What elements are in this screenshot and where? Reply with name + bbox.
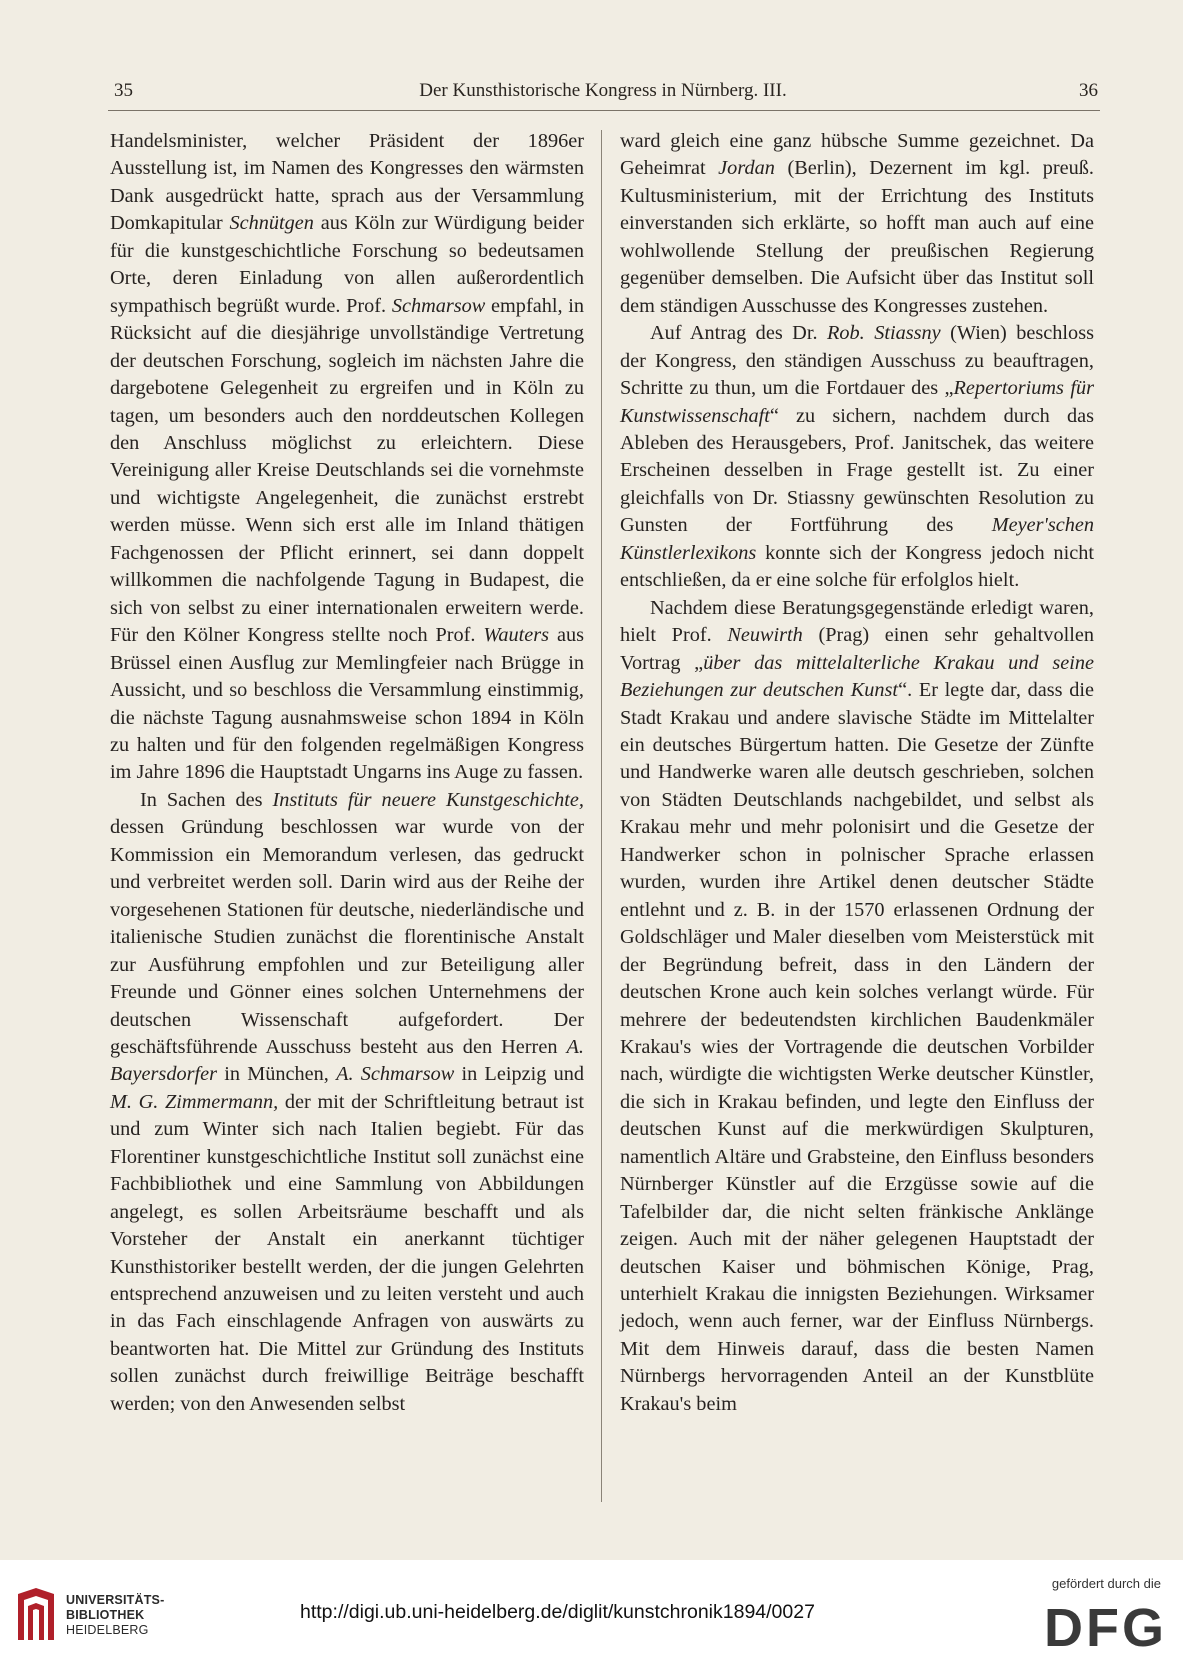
dfg-logo-text: DFG	[1044, 1598, 1167, 1653]
text-run: (Prag) einen sehr gehaltvollen Vortrag „	[620, 624, 1094, 674]
viewer-footer	[0, 1560, 1183, 1661]
permalink-url[interactable]: http://digi.ub.uni-heidelberg.de/diglit/kunstchronik1894/0027	[300, 1601, 815, 1623]
header-rule	[108, 110, 1100, 111]
column-divider	[601, 130, 602, 1502]
italic-text: A. Schmarsow	[336, 1063, 455, 1086]
italic-text: A. Bayersdorfer	[110, 1035, 584, 1086]
funded-by-label: gefördert durch die	[1051, 1576, 1161, 1591]
text-run: dessen Gründung beschlossen war wurde von der Kommission ein Memorandum verlesen, das gedruckt und verbreitet werden soll. Darin wird aus der Reihe der vorgesehenen Stationen für deutsche, niederländische und italienische Studien zunächst die florentinische Anstalt zur Ausführung empfohlen und zur Beteiligung aller Freunde und Gönner eines solchen Unternehmens der deutschen Wissenschaft aufgefordert. Der geschäftsführende Ausschuss besteht aus den Herren	[110, 816, 584, 1058]
italic-text: Schnütgen	[229, 212, 314, 235]
page-number-left: 35	[114, 80, 133, 101]
italic-text: M. G. Zimmermann,	[110, 1090, 279, 1113]
paragraph	[620, 128, 1094, 320]
paragraph	[620, 595, 1094, 1419]
italic-text: Instituts für neuere Kunstgeschichte,	[272, 788, 584, 811]
text-run: aus Köln zur Würdigung beider für die kunstgeschichtliche Forschung so bedeutsamen Orte, deren Einladung von allen außerordentlich sympathisch begrüßt wurde. Prof.	[110, 212, 585, 317]
running-title: Der Kunsthistorische Kongress in Nürnberg. III.	[419, 80, 787, 101]
text-run: in Leipzig und	[454, 1063, 584, 1086]
italic-text: Meyer'schen Künstlerlexikons	[620, 514, 1094, 564]
italic-text: Schmarsow	[391, 294, 486, 317]
text-run: Auf Antrag des Dr.	[650, 322, 827, 345]
text-run: ward gleich eine ganz hübsche Summe gezeichnet. Da Geheimrat	[620, 130, 1094, 180]
text-run: empfahl, in Rücksicht auf die diesjährige unvollständige Vertretung der deutschen Forschung, sogleich im nächsten Jahre die dargebotene Gelegenheit zu ergreifen und in Köln zu tagen, um besonders auch den norddeutschen Kollegen den Anschluss möglichst zu erleichtern. Diese Vereinigung aller Kreise Deutschlands sei die vornehmste und wichtigste Angelegenheit, die zunächst erstrebt werden müsse. Wenn sich erst alle im Inland thätigen Fachgenossen der Pflicht erinnert, sei dann doppelt willkommen die nachfolgende Tagung in Budapest, die sich von selbst zu einer internationalen erweitern werde. Für den Kölner Kongress stellte noch Prof.	[110, 294, 584, 647]
text-run: “. Er legte dar, dass die Stadt Krakau und andere slavische Städte im Mittelalter ein deutsches Bürgertum hatten. Die Gesetze der Zünfte und Handwerke waren alle deutsch geschrieben, solchen von Städten Deutschlands nachgebildet, und selbst als Krakau mehr und mehr polonisirt und die Gesetze der Handwerker schon in polnischer Sprache erlassen wurden, wurden ihre Artikel denen deutscher Städte entlehnt und z. B. in der 1570 erlassenen Ordnung der Goldschläger und Maler dieselben vom Meisterstück mit der Begründung befreit, dass in den Ländern der deutschen Krone auch kein solches verlangt würde. Für mehrere der bedeutendsten kirchlichen Baudenkmäler Krakau's wies der Vortragende die deutschen Vorbilder nach, würdigte die wichtigsten Werke deutscher Künstler, die sich in Krakau befinden, und legte den Einfluss der deutschen Kunst auf die merkwürdigen Skulpturen, namentlich Altäre und Grabsteine, den Einfluss besonders Nürnberger Künstler auf die Erzgüsse sowie auf die Tafelbilder dar, die nicht selten fränkische Anklänge zeigen. Auch mit der näher gelegenen Hauptstadt der deutschen Kaiser und böhmischen Könige, Prag, unterhielt Krakau die innigsten Beziehungen. Wirksamer jedoch, wenn auch ferner, war der Einfluss Nürnbergs. Mit dem Hinweis darauf, dass die besten Namen Nürnbergs hervorragenden Anteil an der Kunstblüte Krakau's beim	[620, 679, 1094, 1415]
italic-text: Repertoriums für Kunstwissenschaft	[620, 377, 1094, 427]
dfg-logo[interactable]	[1040, 1598, 1168, 1653]
text-run: konnte sich der Kongress jedoch nicht entschließen, da er eine solche für erfolglos hielt.	[620, 541, 1094, 592]
text-run: aus Brüssel einen Ausflug zur Memlingfeier nach Brügge in Aussicht, und so beschloss die Versammlung einstimmig, die nächste Tagung ausnahmsweise schon 1894 in Köln zu halten und für den folgenden regelmäßigen Kongress im Jahre 1896 die Hauptstadt Ungarns ins Auge zu fassen.	[110, 624, 584, 784]
text-run: “ zu sichern, nachdem durch das Ableben des Herausgebers, Prof. Janitschek, das weitere Erscheinen desselben in Frage gestellt ist. Zu einer gleichfalls von Dr. Stiassny gewünschten Resolution zu Gunsten der Fortführung des	[620, 404, 1094, 537]
page-number-right: 36	[1079, 80, 1098, 101]
paragraph	[620, 320, 1094, 595]
text-run: (Wien) beschloss der Kongress, den ständigen Ausschuss zu beauftragen, Schritte zu thun, um die Fortdauer des „	[620, 322, 1094, 400]
italic-text: Jordan	[718, 157, 775, 180]
university-seal-icon	[14, 1586, 58, 1644]
text-run: Handelsminister, welcher Präsident der 1896er Ausstellung ist, im Namen des Kongresses den wärmsten Dank ausgedrückt hatte, sprach aus der Versammlung Domkapitular	[110, 130, 584, 235]
text-run: In Sachen des	[140, 788, 273, 811]
right-column	[620, 128, 1094, 1418]
text-run: (Berlin), Dezernent im kgl. preuß. Kultusministerium, mit der Errichtung des Instituts einverstanden sich erklärte, so hofft man auch auf eine wohlwollende Stellung der preußischen Regierung gegenüber demselben. Die Aufsicht über das Institut soll dem ständigen Ausschusse des Kongresses zustehen.	[620, 157, 1094, 317]
paragraph	[110, 128, 584, 787]
text-run: Nachdem diese Beratungsgegenstände erledigt waren, hielt Prof.	[620, 596, 1094, 647]
paragraph	[110, 787, 584, 1418]
italic-text: über das mittelalterliche Krakau und seine Beziehungen zur deutschen Kunst	[620, 651, 1094, 702]
italic-text: Wauters	[483, 624, 550, 647]
italic-text: Neuwirth	[727, 624, 803, 647]
text-run: in München,	[217, 1063, 337, 1086]
running-header	[108, 80, 1098, 108]
library-name[interactable]: UNIVERSITÄTS- BIBLIOTHEK HEIDELBERG	[66, 1593, 165, 1637]
left-column	[110, 128, 584, 1418]
italic-text: Rob. Stiassny	[827, 322, 941, 345]
text-run: der mit der Schriftleitung betraut ist und zum Winter sich nach Italien begiebt. Für das Florentiner kunstgeschichtliche Institut soll zunächst eine Fachbibliothek und eine Sammlung von Abbildungen angelegt, es sollen Arbeitsräume beschafft und als Vorsteher der Anstalt ein anerkannt tüchtiger Kunsthistoriker bestellt werden, der die jungen Gelehrten entsprechend anzuweisen und zu leiten versteht und auch in das Fach einschlagende Anfragen von auswärts zu beantworten hat. Die Mittel zur Gründung des Instituts sollen zunächst durch freiwillige Beiträge beschafft werden; von den Anwesenden selbst	[110, 1090, 584, 1415]
